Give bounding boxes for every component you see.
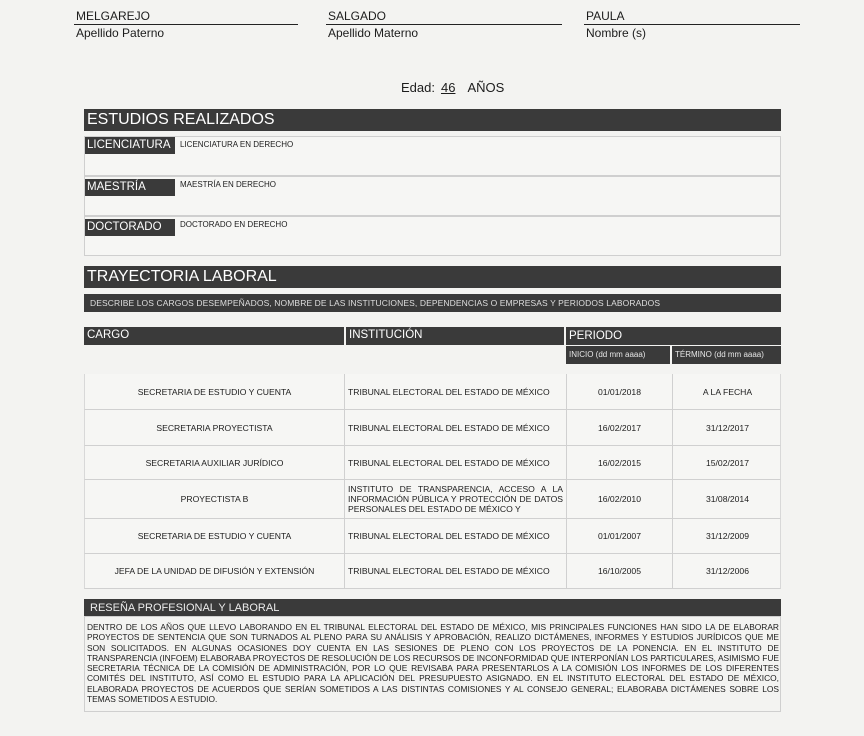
- cell-inicio: 16/02/2017: [567, 410, 673, 445]
- estudios-title: ESTUDIOS REALIZADOS: [84, 109, 781, 131]
- cell-cargo: SECRETARIA DE ESTUDIO Y CUENTA: [85, 374, 345, 409]
- trayectoria-description: DESCRIBE LOS CARGOS DESEMPEÑADOS, NOMBRE DE LAS INSTITUCIONES, DEPENDENCIAS O EMPRESAS Y PERIODOS LABORADOS: [84, 294, 781, 312]
- resena-title: RESEÑA PROFESIONAL Y LABORAL: [84, 599, 781, 617]
- resena-text: DENTRO DE LOS AÑOS QUE LLEVO LABORANDO EN EL TRIBUNAL ELECTORAL DEL ESTADO DE MÉXICO, MIS PRINCIPALES FUNCIONES HAN SIDO LA DE ELABORAR PROYECTOS DE SENTENCIA QUE SON TURNADOS AL PLENO PARA SU ANÁLISIS Y APROBACIÓN, REALIZO DICTÁMENES, INFORMES Y ESTUDIOS JURÍDICOS QUE ME SON SOLICITADOS. EN ALGUNAS OCASIONES DOY CUENTA EN LAS SESIONES DE PLENO CON LOS PROYECTOS DE LA PONENCIA. EN EL INSTITUTO DE TRANSPARENCIA (INFOEM) ELABORABA PROYECTOS DE RESOLUCIÓN DE LOS RECURSOS DE INCONFORMIDAD QUE INTERPONÍAN LOS PARTICULARES, ASIMISMO FUE SECRETARIA TÉCNICA DE LA COMISIÓN DE ADMINISTRACIÓN, POR LO QUE REVISABA PARA PRESENTARLOS A LA COMISIÓN LOS INFORMES DE LOS DIFERENTES COMITÉS DEL INSTITUTO, ASÍ COMO EL ESTUDIO PARA LA APLICACIÓN DEL PRESUPUESTO ASIGNADO. EN EL INSTITUTO ELECTORAL DEL ESTADO DE MÉXICO, ELABORADA PROYECTOS DE ACUERDOS QUE SERÍAN SOMETIDOS A LAS DISTINTAS COMISIONES Y AL CONSEJO GENERAL; ELABORABA DICTÁMENES SOBRE LOS TEMAS SOMETIDOS A ESTUDIO.: [87, 622, 779, 705]
- edad-field: [401, 80, 504, 95]
- cell-inicio: 01/01/2007: [567, 519, 673, 553]
- apellido-materno-label: Apellido Materno: [328, 26, 419, 40]
- apellido-materno-value: SALGADO: [328, 9, 387, 23]
- header-inicio: INICIO (dd mm aaaa): [566, 346, 670, 364]
- cell-termino: 31/12/2017: [705, 422, 749, 433]
- cell-inicio: 16/10/2005: [567, 554, 673, 588]
- header-institucion: INSTITUCIÓN: [346, 327, 564, 345]
- cell-institucion: TRIBUNAL ELECTORAL DEL ESTADO DE MÉXICO: [345, 519, 567, 553]
- cell-termino: 31/12/2006: [705, 566, 749, 576]
- cell-inicio: 16/02/2015: [567, 446, 673, 479]
- edad-value: 46: [440, 80, 456, 95]
- cell-cargo: SECRETARIA AUXILIAR JURÍDICO: [85, 446, 345, 479]
- cell-institucion: TRIBUNAL ELECTORAL DEL ESTADO DE MÉXICO: [345, 410, 567, 445]
- header-periodo: PERIODO: [566, 327, 781, 345]
- apellido-paterno-value: MELGAREJO: [76, 9, 151, 23]
- cell-cargo: SECRETARIA DE ESTUDIO Y CUENTA: [85, 519, 345, 553]
- cell-institucion: INSTITUTO DE TRANSPARENCIA, ACCESO A LA INFORMACIÓN PÚBLICA Y PROTECCIÓN DE DATOS PERSONALES DEL ESTADO DE MÉXICO Y: [345, 480, 567, 518]
- estudio-label: DOCTORADO: [85, 219, 175, 236]
- cell-cargo: SECRETARIA PROYECTISTA: [85, 410, 345, 445]
- cell-institucion: TRIBUNAL ELECTORAL DEL ESTADO DE MÉXICO: [345, 554, 567, 588]
- cell-termino: 31/08/2014: [705, 494, 749, 504]
- cell-termino: A LA FECHA: [702, 386, 753, 397]
- header-termino: TÉRMINO (dd mm aaaa): [672, 346, 781, 364]
- apellido-paterno-block: [74, 8, 298, 41]
- nombre-value: PAULA: [586, 9, 625, 23]
- cell-cargo: JEFA DE LA UNIDAD DE DIFUSIÓN Y EXTENSIÓN: [85, 554, 345, 588]
- estudio-value: DOCTORADO EN DERECHO: [180, 220, 288, 229]
- estudio-row-licenciatura: [84, 136, 781, 176]
- cell-institucion: TRIBUNAL ELECTORAL DEL ESTADO DE MÉXICO: [345, 374, 567, 409]
- apellido-paterno-label: Apellido Paterno: [76, 26, 165, 40]
- edad-unit: AÑOS: [467, 80, 505, 95]
- estudio-value: LICENCIATURA EN DERECHO: [180, 140, 294, 149]
- trayectoria-title: TRAYECTORIA LABORAL: [84, 266, 781, 288]
- cell-inicio: 01/01/2018: [567, 374, 673, 409]
- table-row: [84, 480, 781, 519]
- cell-cargo: PROYECTISTA B: [85, 480, 345, 518]
- table-row: [84, 446, 781, 480]
- table-row: [84, 374, 781, 410]
- edad-label: Edad:: [401, 80, 435, 95]
- estudio-value: MAESTRÍA EN DERECHO: [180, 180, 277, 189]
- estudio-label: LICENCIATURA: [85, 137, 175, 154]
- cell-termino: 31/12/2009: [705, 531, 749, 541]
- cell-termino: 15/02/2017: [705, 457, 749, 468]
- header-cargo: CARGO: [84, 327, 344, 345]
- nombre-label: Nombre (s): [586, 26, 647, 40]
- estudio-row-doctorado: [84, 216, 781, 256]
- estudio-label: MAESTRÍA: [85, 179, 175, 196]
- table-row: [84, 410, 781, 446]
- nombre-block: [584, 8, 800, 41]
- apellido-materno-block: [326, 8, 562, 41]
- cell-institucion: TRIBUNAL ELECTORAL DEL ESTADO DE MÉXICO: [345, 446, 567, 479]
- table-row: [84, 519, 781, 554]
- cell-inicio: 16/02/2010: [567, 480, 673, 518]
- estudio-row-maestria: [84, 176, 781, 216]
- table-row: [84, 554, 781, 589]
